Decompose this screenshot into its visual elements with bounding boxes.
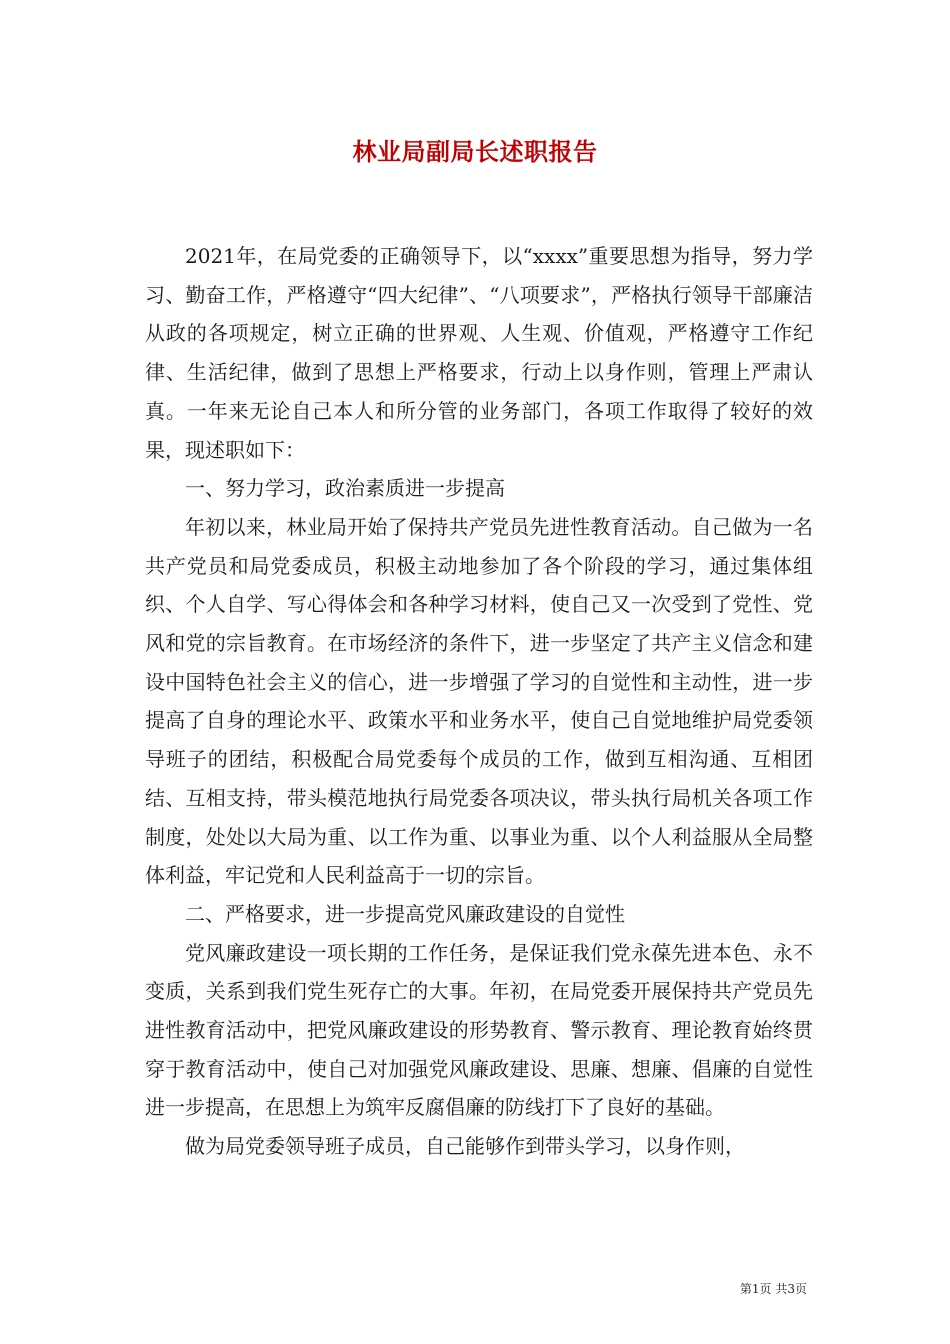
paragraph-leadership: 做为局党委领导班子成员，自己能够作到带头学习，以身作则， xyxy=(185,1134,745,1159)
document-title: 林业局副局长述职报告 xyxy=(352,137,598,166)
section-heading-1: 一、努力学习，政治素质进一步提高 xyxy=(185,476,505,501)
paragraph-study: 年初以来，林业局开始了保持共产党员先进性教育活动。自己做为一名共产党员和局党委成员，积极主动地参加了各个阶段的学习，通过集体组织、个人自学、写心得体会和各种学习材料，使自己又一次受到了党性、党风和党的宗旨教育。在市场经济的条件下，进一步坚定了共产主义信念和建设中国特色社会主义的信心，进一步增强了学习的自觉性和主动性，进一步提高了自身的理论水平、政策水平和业务水平，使自己自觉地维护局党委领导班子的团结，积极配合局党委每个成员的工作，做到互相沟通、互相团结、互相支持，带头模范地执行局党委各项决议，带头执行局机关各项工作制度，处处以大局为重、以工作为重、以事业为重、以个人利益服从全局整体利益，牢记党和人民利益高于一切的宗旨。 xyxy=(145,514,813,888)
paragraph-integrity: 党风廉政建设一项长期的工作任务，是保证我们党永葆先进本色、永不变质，关系到我们党生死存亡的大事。年初，在局党委开展保持共产党员先进性教育活动中，把党风廉政建设的形势教育、警示教育、理论教育始终贯穿于教育活动中，使自己对加强党风廉政建设、思廉、想廉、倡廉的自觉性进一步提高，在思想上为筑牢反腐倡廉的防线打下了良好的基础。 xyxy=(145,940,813,1120)
paragraph-intro: 2021年，在局党委的正确领导下，以“xxxx”重要思想为指导，努力学习、勤奋工作，严格遵守“四大纪律”、“八项要求”，严格执行领导干部廉洁从政的各项规定，树立正确的世界观、人生观、价值观，严格遵守工作纪律、生活纪律，做到了思想上严格要求，行动上以身作则，管理上严肃认真。一年来无论自己本人和所分管的业务部门，各项工作取得了较好的效果，现述职如下： xyxy=(145,244,813,462)
page-number-footer: 第1页 共3页 xyxy=(739,1282,807,1296)
document-body xyxy=(145,237,813,1166)
section-heading-2: 二、严格要求，进一步提高党风廉政建设的自觉性 xyxy=(185,901,625,926)
